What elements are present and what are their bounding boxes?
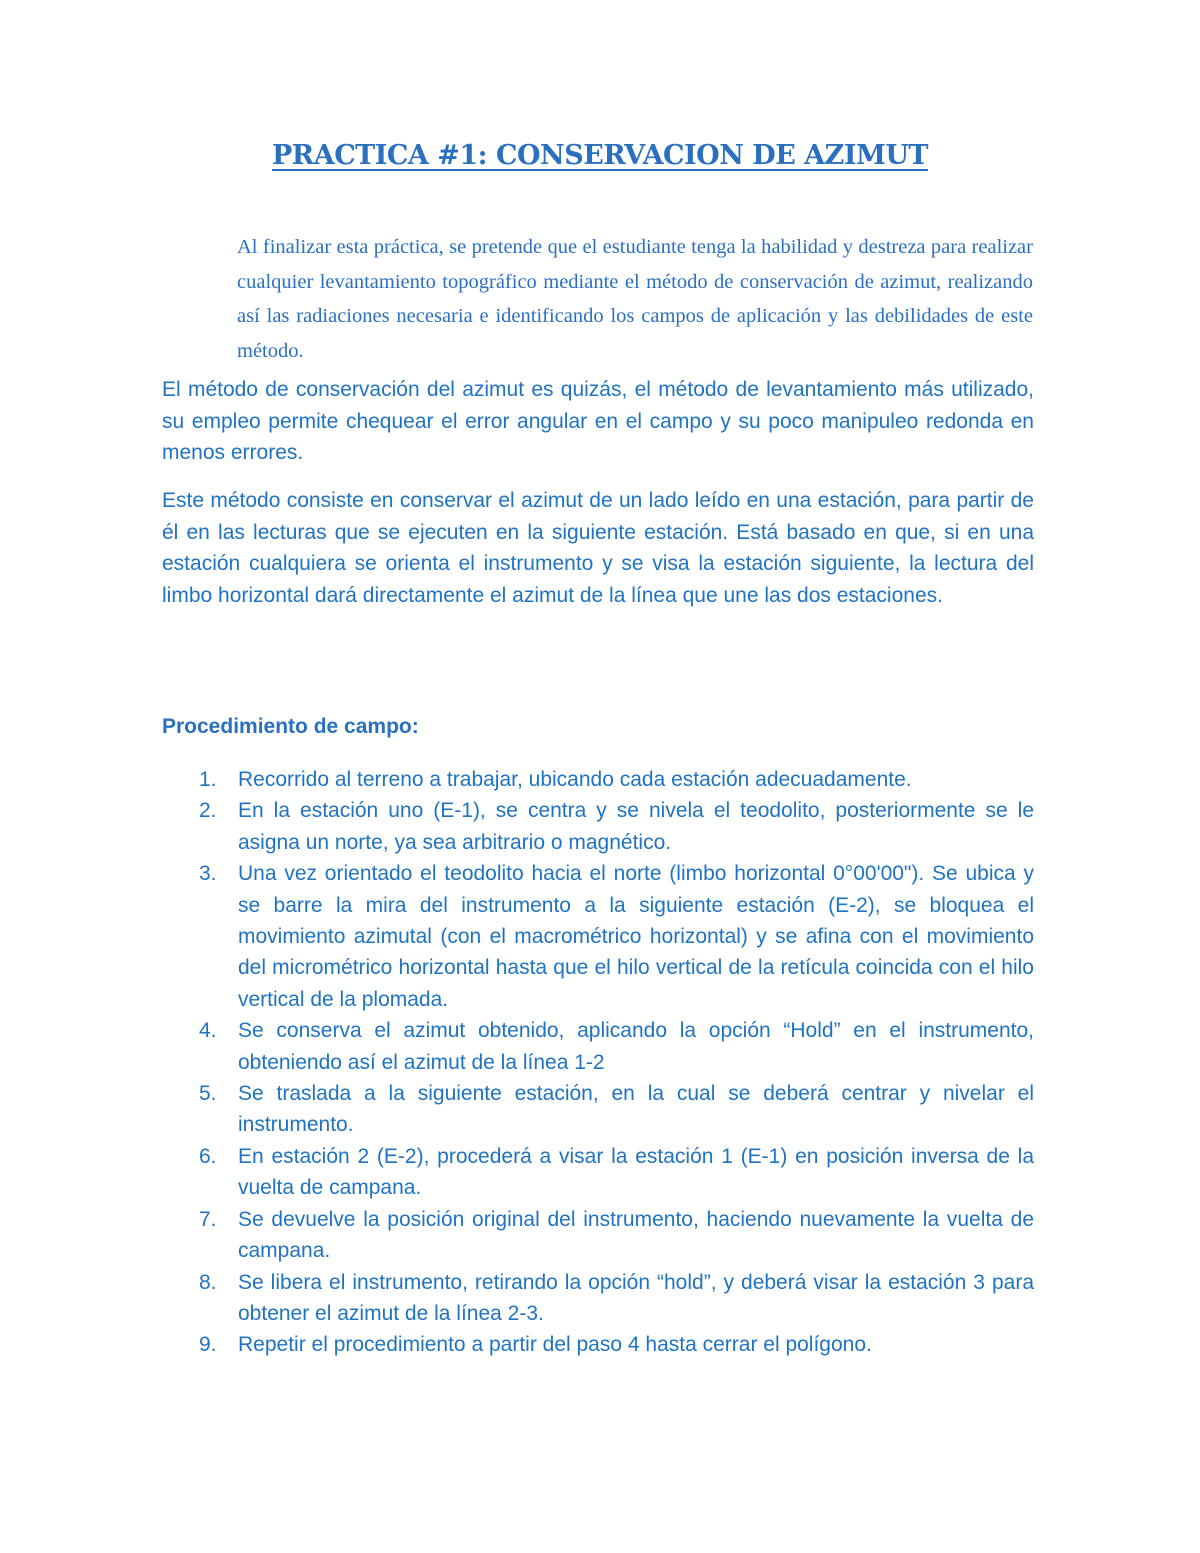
list-item-text: Se conserva el azimut obtenido, aplicando la opción “Hold” en el instrumento, obteniendo así el azimut de la línea 1-2 — [238, 1019, 1034, 1074]
list-item-text: Se libera el instrumento, retirando la opción “hold”, y deberá visar la estación 3 para obtener el azimut de la línea 2-3. — [238, 1270, 1034, 1325]
list-item — [162, 1329, 1034, 1360]
body-paragraph: Este método consiste en conservar el azimut de un lado leído en una estación, para partir de él en las lecturas que se ejecuten en la siguiente estación. Está basado en que, si en una estación cualquiera se orienta el instrumento y se visa la estación siguiente, la lectura del limbo horizontal dará directamente el azimut de la línea que une las dos estaciones. — [162, 489, 1034, 607]
page-title: PRACTICA #1: CONSERVACION DE AZIMUT — [272, 140, 928, 171]
list-item — [162, 1267, 1034, 1330]
list-item-number: 8. — [199, 1270, 217, 1294]
list-item-text: Se devuelve la posición original del instrumento, haciendo nuevamente la vuelta de campana. — [238, 1207, 1034, 1263]
body-paragraph: El método de conservación del azimut es quizás, el método de levantamiento más utilizado, su empleo permite chequear el error angular en el campo y su poco manipuleo redonda en menos errores. — [162, 378, 1034, 464]
list-item-text: En estación 2 (E-2), procederá a visar la estación 1 (E-1) en posición inversa de la vuelta de campana. — [238, 1144, 1034, 1200]
list-item — [162, 1141, 1034, 1204]
section-heading: Procedimiento de campo: — [162, 715, 419, 738]
list-item-text: En la estación uno (E-1), se centra y se nivela el teodolito, posteriormente se le asigna un norte, ya sea arbitrario o magnético. — [238, 799, 1034, 854]
list-item-number: 1. — [199, 768, 217, 791]
procedure-list — [162, 764, 1034, 1361]
intro-paragraph: Al finalizar esta práctica, se pretende que el estudiante tenga la habilidad y destreza para realizar cualquier levantamiento topográfico mediante el método de conservación de azimut, realizando así las radiaciones necesaria e identificando los campos de aplicación y las debilidades de este método. — [237, 236, 1033, 362]
list-item — [162, 1015, 1034, 1078]
list-item-number: 3. — [199, 862, 217, 886]
list-item-text: Recorrido al terreno a trabajar, ubicando cada estación adecuadamente. — [238, 768, 912, 791]
list-item-number: 9. — [199, 1333, 217, 1357]
list-item — [162, 795, 1034, 858]
list-item-number: 2. — [199, 799, 217, 823]
list-item-number: 5. — [199, 1082, 217, 1106]
list-item-text: Una vez orientado el teodolito hacia el norte (limbo horizontal 0°00'00"). Se ubica y se barre la mira del instrumento a la siguiente estación (E-2), se bloquea el movimiento azimutal (con el macrométrico horizontal) y se afina con el movimiento del micrométrico horizontal hasta que el hilo vertical de la retícula coincida con el hilo vertical de la plomada. — [238, 862, 1034, 1011]
list-item — [162, 1204, 1034, 1267]
list-item-number: 7. — [199, 1207, 217, 1231]
list-item-number: 4. — [199, 1019, 217, 1043]
list-item — [162, 858, 1034, 1015]
list-item-text: Repetir el procedimiento a partir del paso 4 hasta cerrar el polígono. — [238, 1333, 872, 1357]
list-item-text: Se traslada a la siguiente estación, en la cual se deberá centrar y nivelar el instrumento. — [238, 1082, 1034, 1137]
list-item — [162, 764, 1034, 795]
list-item-number: 6. — [199, 1144, 217, 1168]
list-item — [162, 1078, 1034, 1141]
